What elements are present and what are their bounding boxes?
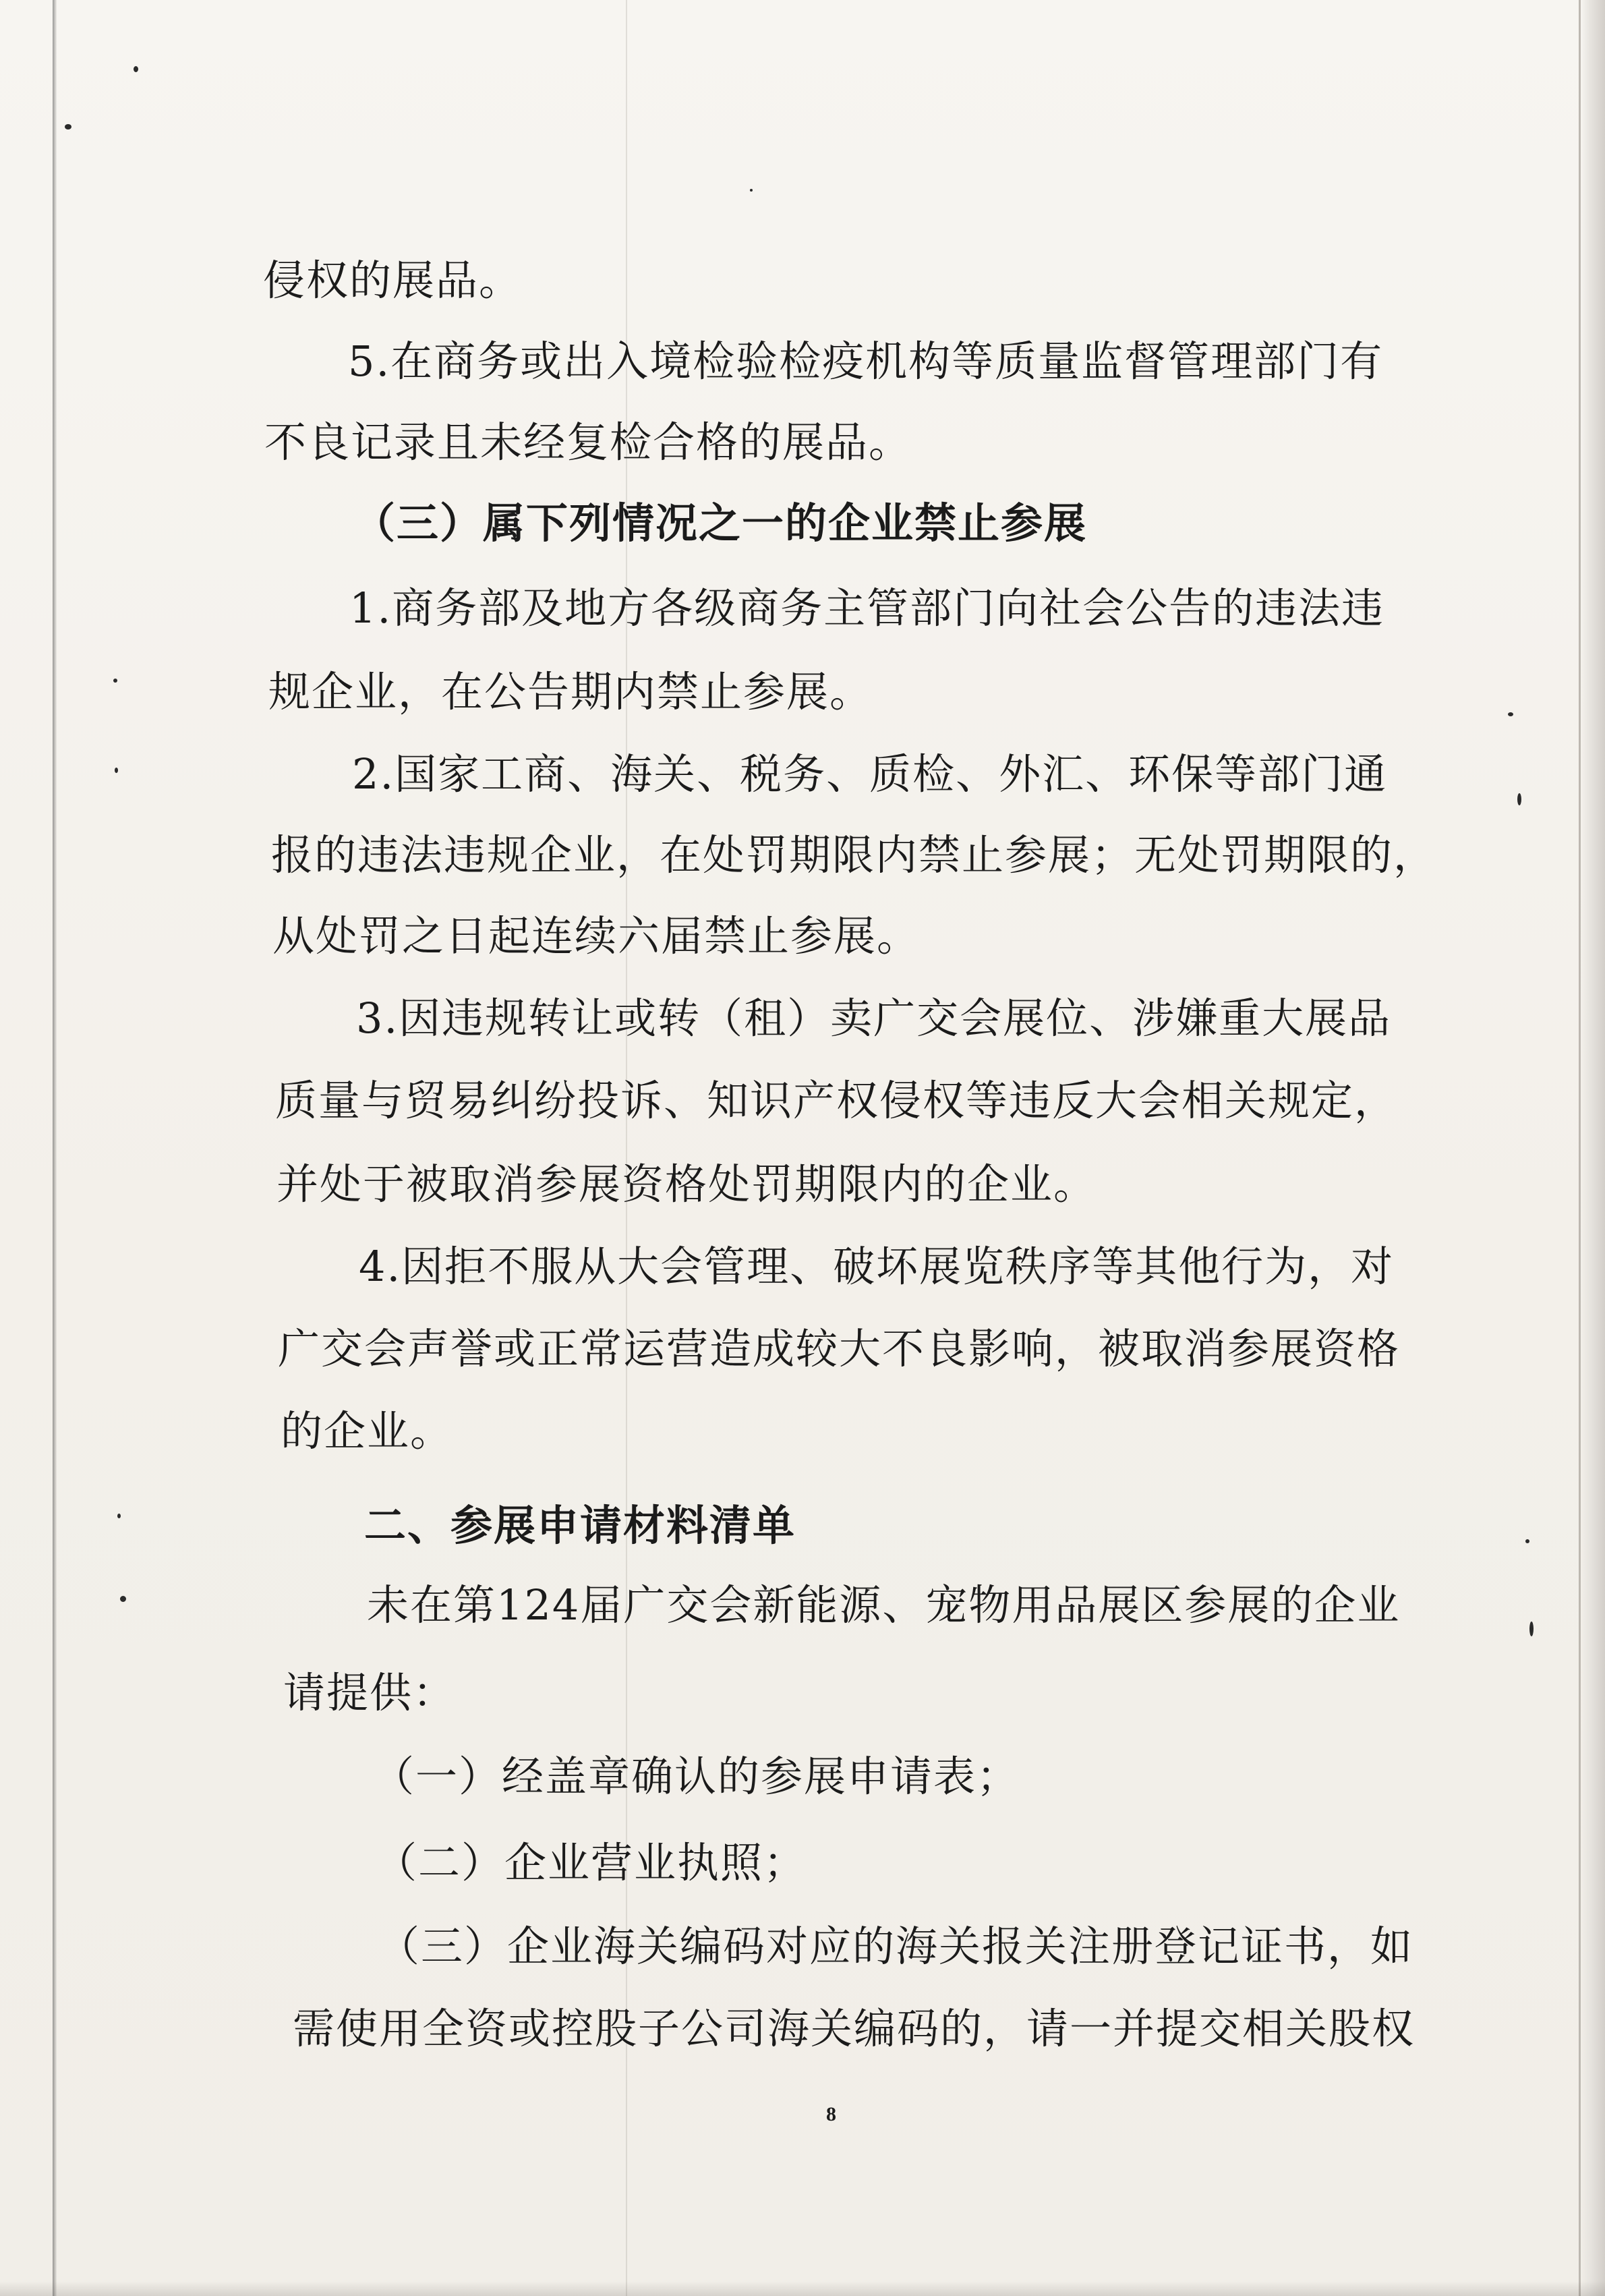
scan-speck: [750, 189, 753, 192]
body-line: 请提供：: [283, 1668, 457, 1717]
body-line: 并处于被取消参展资格处罚期限内的企业。: [276, 1159, 1097, 1209]
scan-speck: [1525, 1539, 1529, 1543]
scan-speck: [117, 1514, 121, 1518]
body-line: 1.商务部及地方各级商务主管部门向社会公告的违法违: [349, 583, 1385, 633]
body-line: 侵权的展品。: [263, 256, 523, 305]
body-line: 未在第124届广交会新能源、宠物用品展区参展的企业: [367, 1580, 1401, 1630]
body-line: 3.因违规转让或转（租）卖广交会展位、涉嫌重大展品: [356, 994, 1392, 1043]
scan-speck: [134, 66, 138, 72]
body-line: 2.国家工商、海关、税务、质检、外汇、环保等部门通: [352, 749, 1388, 799]
section-heading: 二、参展申请材料清单: [364, 1501, 796, 1550]
body-line: 报的违法违规企业，在处罚期限内禁止参展；无处罚期限的，: [271, 830, 1437, 880]
body-line: 广交会声誉或正常运营造成较大不良影响，被取消参展资格: [278, 1324, 1401, 1373]
page-number: 8: [826, 2103, 836, 2125]
section-heading: （三）属下列情况之一的企业禁止参展: [353, 498, 1088, 548]
scan-speck: [113, 679, 117, 683]
body-line: 质量与贸易纠纷投诉、知识产权侵权等违反大会相关规定，: [275, 1076, 1398, 1125]
body-line: 需使用全资或控股子公司海关编码的，请一并提交相关股权: [293, 2004, 1416, 2053]
page-bottom-edge: [0, 2281, 1605, 2296]
scan-speck: [1529, 1621, 1534, 1636]
body-line: （三）企业海关编码对应的海关报关注册登记证书，如: [378, 1922, 1414, 1971]
body-line: （一）经盖章确认的参展申请表；: [372, 1752, 1020, 1801]
scan-speck: [120, 1596, 126, 1602]
body-line: 从处罚之日起连续六届禁止参展。: [272, 911, 921, 960]
body-line: 不良记录且未经复检合格的展品。: [264, 418, 912, 467]
page-left-shadow: [53, 0, 57, 2296]
body-line: 规企业，在公告期内禁止参展。: [268, 667, 873, 716]
body-line: 5.在商务或出入境检验检疫机构等质量监督管理部门有: [348, 337, 1384, 386]
body-line: （二）企业营业执照；: [375, 1838, 807, 1887]
body-line: 的企业。: [281, 1406, 454, 1456]
page-right-edge: [1579, 0, 1605, 2296]
scan-speck: [1517, 793, 1521, 805]
body-line: 4.因拒不服从大会管理、破坏展览秩序等其他行为，对: [359, 1242, 1395, 1291]
scan-speck: [115, 768, 118, 773]
scan-speck: [65, 124, 71, 130]
scan-speck: [1508, 712, 1513, 716]
